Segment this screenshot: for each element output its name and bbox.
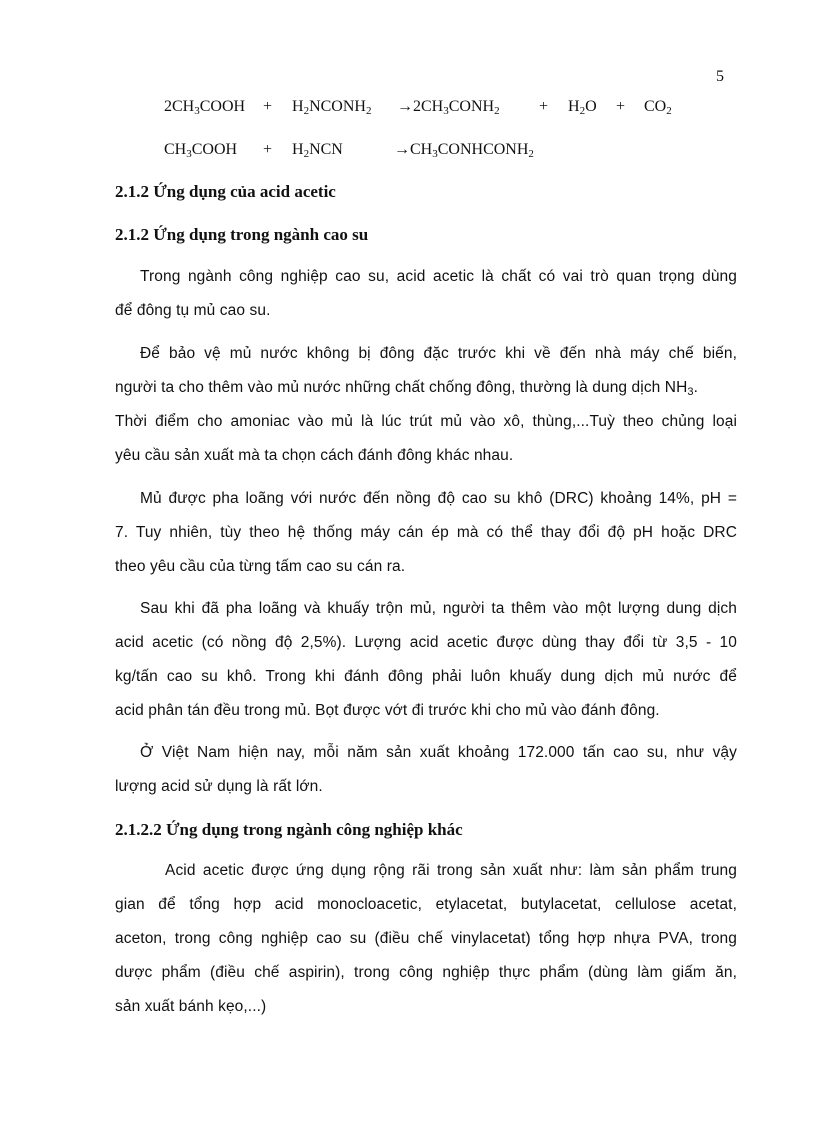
- page-number: 5: [716, 68, 724, 85]
- eq2-product: $CH_3CONHCONH_2$: [410, 141, 534, 160]
- eq2-reactant-2: $H_2NCN$: [292, 141, 343, 160]
- paragraph-2-line-1: Để bảo vệ mủ nước không bị đông đặc trước khi về đến nhà máy chế biến,: [140, 345, 737, 362]
- eq1-plus-1: +: [263, 98, 273, 115]
- paragraph-6-line-4: dược phẩm (điều chế aspirin), trong công nghiệp thực phẩm (dùng làm giấm ăn,: [115, 964, 737, 981]
- eq1-arrow: →: [397, 98, 413, 115]
- eq1-product-3: $CO_2$: [644, 98, 672, 117]
- eq2-plus: +: [263, 141, 273, 158]
- eq1-reactant-2: $H_2NCONH_2$: [292, 98, 372, 117]
- paragraph-5-line-1: Ở Việt Nam hiện nay, mỗi năm sản xuất khoảng 172.000 tấn cao su, như vậy: [140, 744, 737, 761]
- eq1-product-2: $H_2O$: [568, 98, 597, 117]
- paragraph-3-line-2: 7. Tuy nhiên, tùy theo hệ thống máy cán ép mà có thể thay đổi độ pH hoặc DRC: [115, 524, 737, 541]
- section-heading-other-industries: 2.1.2.2 Ứng dụng trong ngành công nghiệp khác: [115, 820, 463, 839]
- eq1-reactant-1: $2CH_3COOH$: [164, 98, 246, 117]
- paragraph-1-line-1: Trong ngành công nghiệp cao su, acid acetic là chất có vai trò quan trọng dùng: [140, 268, 737, 285]
- paragraph-2-line-4: yêu cầu sản xuất mà ta chọn cách đánh đông khác nhau.: [115, 447, 514, 464]
- section-heading-acetic-uses: 2.1.2 Ứng dụng của acid acetic: [115, 182, 336, 201]
- paragraph-3-line-1: Mủ được pha loãng với nước đến nồng độ cao su khô (DRC) khoảng 14%, pH =: [140, 490, 737, 507]
- paragraph-6-line-3: aceton, trong công nghiệp cao su (điều chế vinylacetat) tổng hợp nhựa PVA, trong: [115, 930, 737, 947]
- paragraph-4-line-4: acid phân tán đều trong mủ. Bọt được vớt đi trước khi cho mủ vào đánh đông.: [115, 702, 660, 719]
- equation-1: [164, 98, 245, 116]
- eq2-arrow: →: [394, 141, 410, 158]
- eq2-reactant-1: $CH_3COOH$: [164, 141, 238, 160]
- paragraph-4-line-3: kg/tấn cao su khô. Trong khi đánh đông phải luôn khuấy dung dịch mủ nước để: [115, 668, 737, 685]
- paragraph-5-line-2: lượng acid sử dụng là rất lớn.: [115, 778, 323, 795]
- paragraph-4-line-1: Sau khi đã pha loãng và khuấy trộn mủ, người ta thêm vào một lượng dung dịch: [140, 600, 737, 617]
- section-heading-rubber: 2.1.2 Ứng dụng trong ngành cao su: [115, 225, 369, 244]
- paragraph-6-line-1: Acid acetic được ứng dụng rộng rãi trong sản xuất như: làm sản phẩm trung: [165, 862, 737, 879]
- paragraph-6-line-2: gian để tổng hợp acid monocloacetic, etylacetat, butylacetat, cellulose acetat,: [115, 896, 737, 913]
- eq1-plus-2: +: [539, 98, 549, 115]
- paragraph-2-line-2: người ta cho thêm vào mủ nước những chất chống đông, thường là dung dịch $NH_3$.: [115, 379, 699, 398]
- paragraph-2-line-3: Thời điểm cho amoniac vào mủ là lúc trút mủ vào xô, thùng,...Tuỳ theo chủng loại: [115, 413, 737, 430]
- paragraph-4-line-2: acid acetic (có nồng độ 2,5%). Lượng acid acetic được dùng thay đổi từ 3,5 - 10: [115, 634, 737, 651]
- eq1-product-1: $2CH_3CONH_2$: [413, 98, 500, 117]
- paragraph-1-line-2: để đông tụ mủ cao su.: [115, 302, 271, 319]
- eq1-plus-3: +: [616, 98, 626, 115]
- paragraph-3-line-3: theo yêu cầu của từng tấm cao su cán ra.: [115, 558, 406, 575]
- paragraph-6-line-5: sản xuất bánh kẹo,...): [115, 998, 267, 1015]
